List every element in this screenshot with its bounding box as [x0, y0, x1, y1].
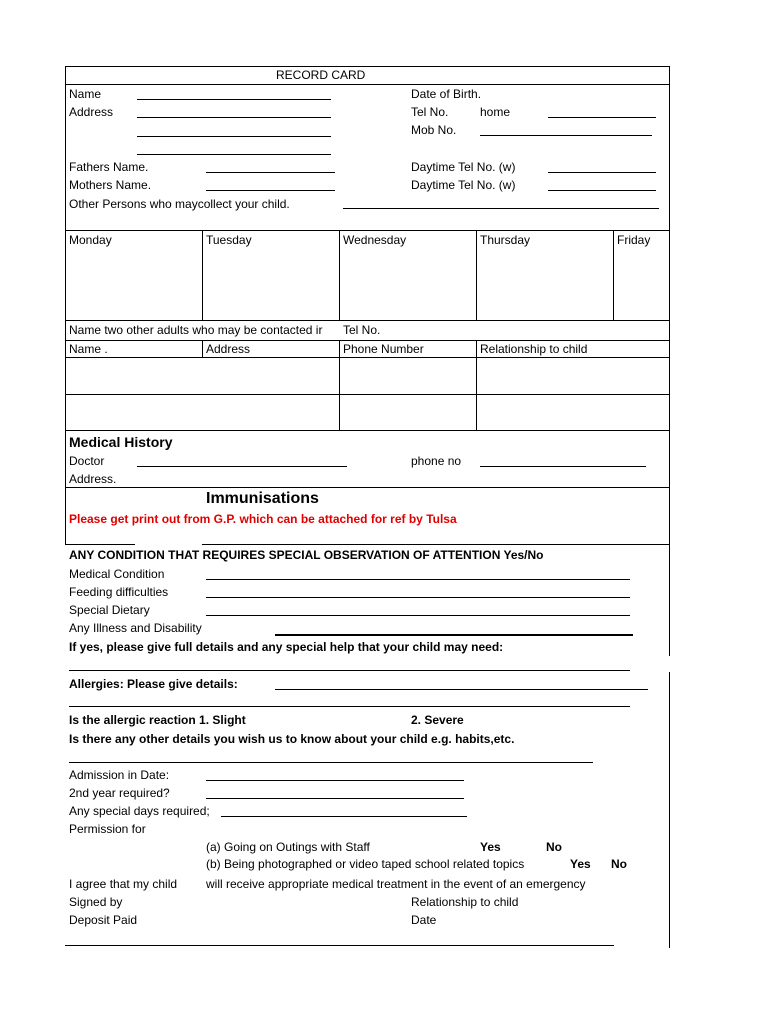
contacts-header-name: Name .	[69, 342, 108, 356]
day-monday: Monday	[69, 233, 112, 247]
admission-date-label: Admission in Date:	[69, 768, 170, 782]
immunisation-bottom-right	[202, 544, 669, 545]
illness-label: Any Illness and Disability	[69, 621, 202, 635]
medical-bottom	[65, 487, 669, 488]
feeding-field[interactable]	[206, 597, 630, 598]
photo-label: (b) Being photographed or video taped school related topics	[206, 857, 525, 871]
illness-field[interactable]	[275, 634, 633, 636]
mothers-label: Mothers Name.	[69, 178, 152, 192]
record-card-title: RECORD CARD	[276, 68, 366, 82]
contacts-row1-bottom	[65, 394, 669, 395]
address-field-1[interactable]	[137, 117, 331, 118]
contacts-header-address: Address	[206, 342, 251, 356]
special-days-field[interactable]	[221, 816, 467, 817]
date-label: Date	[411, 913, 437, 927]
contacts-row2-bottom	[65, 430, 669, 431]
dob-label: Date of Birth.	[411, 87, 482, 101]
day-wednesday: Wednesday	[343, 233, 407, 247]
dietary-field[interactable]	[206, 615, 630, 616]
other-persons-field[interactable]	[343, 208, 659, 209]
immunisations-heading: Immunisations	[206, 490, 319, 507]
contacts-header-top	[65, 340, 669, 341]
doctor-label: Doctor	[69, 454, 105, 468]
medical-condition-label: Medical Condition	[69, 567, 165, 581]
day-friday: Friday	[617, 233, 651, 247]
doctor-address-label: Address.	[69, 472, 117, 486]
name-field[interactable]	[137, 99, 331, 100]
other-persons-label: Other Persons who maycollect your child.	[69, 197, 290, 211]
agree-label: I agree that my child	[69, 877, 178, 891]
photo-yes[interactable]: Yes	[570, 857, 591, 871]
allergies-field-2[interactable]	[69, 706, 630, 707]
contacts-sep-2	[339, 340, 340, 430]
home-label: home	[480, 105, 511, 119]
dietary-label: Special Dietary	[69, 603, 150, 617]
if-yes-label: If yes, please give full details and any special help that your child may need:	[69, 640, 504, 654]
mob-label: Mob No.	[411, 123, 457, 137]
photo-no[interactable]: No	[611, 857, 627, 871]
second-year-field[interactable]	[206, 798, 464, 799]
immunisations-note: Please get print out from G.P. which can be attached for ref by Tulsa	[69, 512, 457, 526]
frame-top	[65, 66, 669, 67]
feeding-label: Feeding difficulties	[69, 585, 169, 599]
doctor-field[interactable]	[137, 466, 347, 467]
other-details-label: Is there any other details you wish us to know about your child e.g. habits,etc.	[69, 732, 515, 746]
days-bottom	[65, 320, 669, 321]
mothers-field[interactable]	[206, 190, 335, 191]
deposit-label: Deposit Paid	[69, 913, 138, 927]
contacts-header-phone: Phone Number	[343, 342, 424, 356]
signed-by-label: Signed by	[69, 895, 123, 909]
daytime-tel-label-1: Daytime Tel No. (w)	[411, 160, 516, 174]
contacts-intro-tel: Tel No.	[343, 323, 381, 337]
permission-label: Permission for	[69, 822, 146, 836]
outings-yes[interactable]: Yes	[480, 840, 501, 854]
days-sep-1	[202, 230, 203, 320]
days-sep-3	[476, 230, 477, 320]
daytime-tel-label-2: Daytime Tel No. (w)	[411, 178, 516, 192]
reaction-slight-label: Is the allergic reaction 1. Slight	[69, 713, 246, 727]
outings-no[interactable]: No	[546, 840, 562, 854]
contacts-intro: Name two other adults who may be contacted ir	[69, 323, 323, 337]
contacts-sep-1	[202, 340, 203, 357]
admission-date-field[interactable]	[206, 780, 464, 781]
relationship-label: Relationship to child	[411, 895, 519, 909]
reaction-severe-label: 2. Severe	[411, 713, 464, 727]
contacts-header-relationship: Relationship to child	[480, 342, 588, 356]
fathers-field[interactable]	[206, 172, 335, 173]
if-yes-field[interactable]	[69, 670, 630, 671]
second-year-label: 2nd year required?	[69, 786, 170, 800]
tel-label: Tel No.	[411, 105, 449, 119]
immunisation-bottom-left	[65, 544, 135, 545]
other-details-field[interactable]	[69, 762, 593, 763]
title-divider	[65, 84, 669, 85]
address-label: Address	[69, 105, 114, 119]
frame-left	[65, 66, 66, 544]
doctor-phone-field[interactable]	[480, 466, 646, 467]
medical-history-heading: Medical History	[69, 434, 173, 450]
address-field-3[interactable]	[137, 154, 331, 155]
day-thursday: Thursday	[480, 233, 531, 247]
name-label: Name	[69, 87, 102, 101]
daytime-tel-field-2[interactable]	[548, 190, 656, 191]
days-sep-4	[613, 230, 614, 320]
address-field-2[interactable]	[137, 136, 331, 137]
agree-text: will receive appropriate medical treatment in the event of an emergency	[206, 877, 586, 891]
frame-right	[669, 66, 670, 656]
mob-field[interactable]	[480, 135, 652, 136]
special-days-label: Any special days required;	[69, 804, 210, 818]
allergies-label: Allergies: Please give details:	[69, 677, 238, 691]
contacts-header-bottom	[65, 357, 669, 358]
day-tuesday: Tuesday	[206, 233, 252, 247]
special-observation-heading: ANY CONDITION THAT REQUIRES SPECIAL OBSERVATION OF ATTENTION Yes/No	[69, 548, 544, 562]
fathers-label: Fathers Name.	[69, 160, 149, 174]
days-sep-2	[339, 230, 340, 320]
daytime-tel-field-1[interactable]	[548, 172, 656, 173]
form-bottom-line	[65, 945, 614, 946]
medical-condition-field[interactable]	[206, 579, 630, 580]
allergies-field-1[interactable]	[275, 689, 648, 690]
contacts-sep-3	[476, 340, 477, 430]
outings-label: (a) Going on Outings with Staff	[206, 840, 370, 854]
frame-right-lower	[669, 672, 670, 948]
phone-no-label: phone no	[411, 454, 462, 468]
home-tel-field[interactable]	[548, 117, 656, 118]
days-top	[65, 230, 669, 231]
